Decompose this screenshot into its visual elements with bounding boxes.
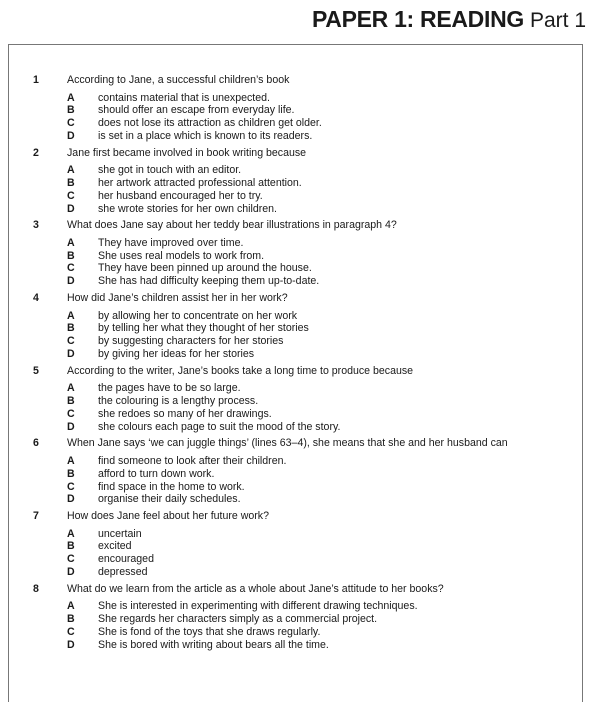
option-text: she got in touch with an editor. [98, 164, 242, 177]
option-b [67, 468, 583, 481]
page-header [312, 6, 586, 33]
option-text: She is interested in experimenting with different drawing techniques. [98, 600, 418, 613]
question-text: According to Jane, a successful children’s book [67, 74, 290, 86]
option-text: the pages have to be so large. [98, 382, 241, 395]
question-text: What does Jane say about her teddy bear illustrations in paragraph 4? [67, 219, 397, 232]
option-text: by giving her ideas for her stories [98, 347, 255, 360]
option-b [67, 540, 583, 553]
part-label: Part 1 [529, 9, 586, 32]
option-letter: D [67, 129, 75, 142]
option-text: She is fond of the toys that she draws regularly. [98, 625, 321, 638]
option-a [67, 600, 583, 613]
option-list [67, 455, 583, 506]
option-letter: C [67, 480, 75, 493]
option-text: afford to turn down work. [98, 467, 215, 480]
option-letter: A [67, 309, 75, 322]
option-text: They have improved over time. [98, 236, 244, 249]
option-letter: C [67, 117, 75, 130]
option-text: organise their daily schedules. [98, 493, 241, 506]
option-text: They have been pinned up around the house. [98, 262, 312, 275]
question-number: 2 [33, 146, 39, 159]
question-8 [33, 583, 583, 652]
option-text: uncertain [98, 527, 142, 540]
option-letter: C [67, 262, 75, 275]
option-a [67, 455, 583, 468]
question-number: 4 [33, 292, 39, 305]
option-text: the colouring is a lengthy process. [98, 395, 259, 408]
option-text: her husband encouraged her to try. [98, 189, 263, 202]
option-a [67, 164, 583, 177]
question-text: How does Jane feel about her future work? [67, 510, 269, 523]
option-letter: B [67, 467, 75, 480]
option-letter: D [67, 566, 75, 579]
option-text: by allowing her to concentrate on her work [98, 309, 298, 322]
option-c [67, 335, 583, 348]
option-letter: B [67, 613, 75, 626]
option-a [67, 237, 583, 250]
option-list [67, 92, 583, 143]
option-d [67, 130, 583, 143]
option-b [67, 250, 583, 263]
question-2 [33, 147, 583, 216]
option-text: She has had difficulty keeping them up-to-date. [98, 275, 320, 288]
question-text: When Jane says ‘we can juggle things’ (lines 63–4), she means that she and her husband can [67, 437, 508, 450]
option-text: encouraged [98, 553, 154, 566]
option-letter: D [67, 202, 75, 215]
option-text: contains material that is unexpected. [98, 91, 270, 104]
option-letter: A [67, 527, 75, 540]
question-stem [33, 365, 583, 379]
option-letter: C [67, 407, 75, 420]
option-c [67, 190, 583, 203]
option-c [67, 481, 583, 494]
option-letter: B [67, 322, 75, 335]
option-list [67, 237, 583, 288]
option-text: is set in a place which is known to its readers. [98, 129, 313, 142]
option-text: should offer an escape from everyday life. [98, 104, 295, 117]
question-3 [33, 219, 583, 288]
option-b [67, 177, 583, 190]
question-5 [33, 365, 583, 434]
option-b [67, 395, 583, 408]
option-c [67, 262, 583, 275]
option-text: she colours each page to suit the mood of the story. [98, 420, 341, 433]
question-stem [33, 147, 583, 161]
option-list [67, 382, 583, 433]
paper-title: PAPER 1: READING [311, 6, 524, 32]
option-c [67, 553, 583, 566]
option-letter: C [67, 625, 75, 638]
option-letter: C [67, 553, 75, 566]
option-list [67, 600, 583, 651]
option-list [67, 310, 583, 361]
question-stem [33, 219, 583, 233]
option-text: She uses real models to work from. [98, 249, 265, 262]
option-letter: D [67, 493, 75, 506]
question-text: How did Jane’s children assist her in her work? [67, 292, 288, 305]
option-letter: B [67, 249, 75, 262]
option-letter: D [67, 420, 75, 433]
option-d [67, 348, 583, 361]
option-letter: A [67, 600, 75, 613]
option-text: excited [98, 540, 132, 553]
option-letter: B [67, 176, 75, 189]
option-letter: A [67, 236, 75, 249]
option-letter: B [67, 395, 75, 408]
option-d [67, 275, 583, 288]
option-a [67, 528, 583, 541]
option-text: find space in the home to work. [98, 480, 245, 493]
option-text: by telling her what they thought of her stories [98, 322, 309, 335]
option-c [67, 626, 583, 639]
option-text: depressed [98, 566, 148, 579]
option-d [67, 639, 583, 652]
question-stem [33, 583, 583, 597]
question-number: 6 [33, 437, 39, 450]
question-stem [33, 292, 583, 306]
option-letter: A [67, 91, 75, 104]
option-c [67, 117, 583, 130]
option-letter: B [67, 104, 75, 117]
question-7 [33, 510, 583, 579]
option-a [67, 310, 583, 323]
option-letter: D [67, 275, 75, 288]
option-letter: C [67, 335, 75, 348]
option-d [67, 566, 583, 579]
option-text: her artwork attracted professional attention. [98, 176, 302, 189]
option-letter: A [67, 454, 75, 467]
question-number: 3 [33, 219, 39, 232]
question-number: 1 [33, 74, 39, 86]
question-stem [33, 74, 583, 88]
option-text: she redoes so many of her drawings. [98, 407, 272, 420]
option-d [67, 493, 583, 506]
option-text: she wrote stories for her own children. [98, 202, 277, 215]
option-text: She is bored with writing about bears all the time. [98, 638, 329, 651]
option-letter: A [67, 164, 75, 177]
question-4 [33, 292, 583, 361]
question-list [33, 74, 583, 656]
option-d [67, 421, 583, 434]
option-text: does not lose its attraction as children get older. [98, 117, 322, 130]
question-text: What do we learn from the article as a whole about Jane’s attitude to her books? [67, 582, 444, 595]
option-letter: A [67, 382, 75, 395]
option-text: find someone to look after their children. [98, 454, 287, 467]
option-b [67, 322, 583, 335]
option-a [67, 92, 583, 105]
question-1 [33, 74, 583, 143]
question-number: 5 [33, 364, 39, 377]
question-stem [33, 437, 583, 451]
option-d [67, 203, 583, 216]
option-list [67, 528, 583, 579]
question-number: 8 [33, 582, 39, 595]
option-letter: D [67, 638, 75, 651]
option-c [67, 408, 583, 421]
option-letter: C [67, 189, 75, 202]
option-text: She regards her characters simply as a commercial project. [98, 613, 378, 626]
question-6 [33, 437, 583, 506]
option-letter: B [67, 540, 75, 553]
question-text: According to the writer, Jane’s books take a long time to produce because [67, 364, 414, 377]
option-letter: D [67, 347, 75, 360]
question-stem [33, 510, 583, 524]
option-a [67, 382, 583, 395]
option-b [67, 104, 583, 117]
question-text: Jane first became involved in book writing because [67, 146, 307, 159]
question-number: 7 [33, 510, 39, 523]
option-text: by suggesting characters for her stories [98, 335, 284, 348]
option-b [67, 613, 583, 626]
option-list [67, 164, 583, 215]
